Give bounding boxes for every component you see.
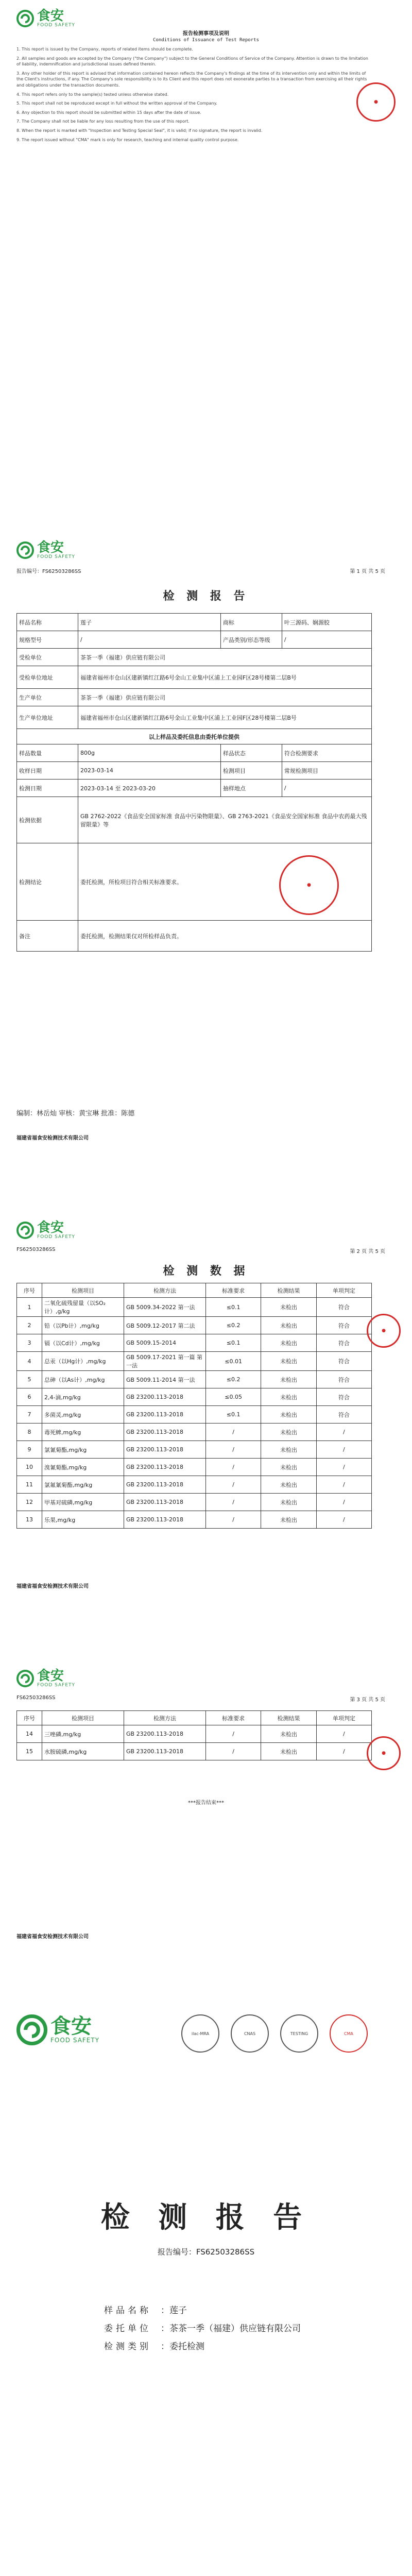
table-cell: 符合 <box>316 1406 371 1423</box>
brand-logo <box>16 1221 75 1240</box>
cover-field-label: 委托单位 <box>104 2324 151 2334</box>
table-cell: GB 23200.113-2018 <box>124 1494 206 1511</box>
food-safety-logo-icon <box>16 10 34 27</box>
table-cell: 未检出 <box>261 1423 316 1441</box>
term-paragraph: 6. Any objection to this report should be submitted within 15 days after the date of issue. <box>16 110 201 115</box>
field-value: 叶三源码、娴源胶 <box>282 614 371 631</box>
seal-stamp: ● <box>367 1736 401 1770</box>
field-label: 规格型号 <box>17 631 78 649</box>
table-cell: 14 <box>17 1725 42 1743</box>
field-label: 受检单位 <box>17 649 78 666</box>
col-header: 标准要求 <box>206 1283 261 1298</box>
brand-name-en: FOOD SAFETY <box>37 23 76 28</box>
cover-field-value: 茶茶一季（福建）供应链有限公司 <box>169 2324 301 2334</box>
field-label: 生产单位地址 <box>17 706 78 729</box>
field-value: 常规检测项目 <box>282 762 371 779</box>
table-cell: 未检出 <box>261 1441 316 1459</box>
table-row <box>17 1743 372 1760</box>
brand-name-cn: 食安 <box>37 540 64 555</box>
data-sheet-2 <box>11 1669 401 1958</box>
table-row <box>17 1298 372 1317</box>
page-info: 第 3 页 共 5 页 <box>350 1697 385 1703</box>
table-cell: ≤0.1 <box>206 1334 261 1352</box>
cnas-icon: CNAS <box>231 2014 269 2053</box>
field-value: 茶茶一季（福建）供应链有限公司 <box>78 649 372 666</box>
table-row <box>17 744 372 762</box>
col-header: 序号 <box>17 1283 42 1298</box>
terms-sheet <box>11 0 401 268</box>
table-cell: GB 23200.113-2018 <box>124 1511 206 1529</box>
table-cell: / <box>206 1511 261 1529</box>
table-cell: / <box>206 1725 261 1743</box>
table-cell: 未检出 <box>261 1494 316 1511</box>
table-cell: 7 <box>17 1406 42 1423</box>
table-cell: / <box>316 1511 371 1529</box>
brand-name-en: FOOD SAFETY <box>37 554 76 560</box>
table-cell: 铅（以Pb计）,mg/kg <box>42 1317 124 1334</box>
brand-name-cn: 食安 <box>37 1220 64 1235</box>
col-header: 检测方法 <box>124 1283 206 1298</box>
field-label: 受检单位地址 <box>17 666 78 689</box>
table-row <box>17 666 372 689</box>
ilac-mra-icon: ilac-MRA <box>181 2014 219 2053</box>
table-cell: GB 5009.34-2022 第一法 <box>124 1298 206 1317</box>
seal-stamp: ● <box>279 855 339 915</box>
term-paragraph: 3. Any other holder of this report is advised that information contained hereon reflects the Company's findings at the time of its intervention only and within the limits of the Client's instructions, if any. The Company's sole responsibility is to its Client and this report does not exonerate parties to a transaction from exercising all their rights and obligations under the transaction documents. <box>16 71 367 88</box>
table-cell: 未检出 <box>261 1371 316 1388</box>
field-label: 检测项目 <box>220 762 282 779</box>
table-cell: GB 23200.113-2018 <box>124 1476 206 1494</box>
cover-field-value: 委托检测 <box>169 2342 204 2352</box>
col-header: 序号 <box>17 1711 42 1725</box>
table-cell: 11 <box>17 1476 42 1494</box>
field-value: 2023-03-14 至 2023-03-20 <box>78 779 221 797</box>
table-cell: 9 <box>17 1441 42 1459</box>
field-label: 样品数量 <box>17 744 78 762</box>
table-row <box>17 1725 372 1743</box>
table-cell: 符合 <box>316 1298 371 1317</box>
table-header-row <box>17 1283 372 1298</box>
field-value: / <box>282 631 371 649</box>
table-cell: 甲基对硫磷,mg/kg <box>42 1494 124 1511</box>
seal-stamp: ● <box>367 1314 401 1348</box>
table-cell: 符合 <box>316 1371 371 1388</box>
field-value: 莲子 <box>78 614 221 631</box>
table-row <box>17 921 372 952</box>
table-cell: 总砷（以As计）,mg/kg <box>42 1371 124 1388</box>
table-cell: / <box>206 1459 261 1476</box>
cover-sheet <box>11 2009 401 2576</box>
page-info: 第 1 页 共 5 页 <box>350 569 385 574</box>
field-value: 符合检测要求 <box>282 744 371 762</box>
field-label: 检测依据 <box>17 797 78 843</box>
table-row <box>17 1494 372 1511</box>
table-cell: 溴氰菊酯,mg/kg <box>42 1459 124 1476</box>
report-no: FS62503286SS <box>16 1247 56 1252</box>
table-row <box>17 1317 372 1334</box>
table-cell: 符合 <box>316 1352 371 1371</box>
term-paragraph: 7. The Company shall not be liable for any loss resulting from the use of this report. <box>16 119 190 124</box>
field-label: 样品名称 <box>17 614 78 631</box>
table-row <box>17 631 372 649</box>
data-sheet-1 <box>11 1221 401 1613</box>
food-safety-logo-icon <box>16 1670 34 1687</box>
field-label: 备注 <box>17 921 78 952</box>
field-value: 800g <box>78 744 221 762</box>
table-cell: / <box>316 1441 371 1459</box>
table-row <box>17 797 372 843</box>
table-cell: GB 23200.113-2018 <box>124 1441 206 1459</box>
table-cell: ≤0.05 <box>206 1388 261 1406</box>
table-cell: 毒死蜱,mg/kg <box>42 1423 124 1441</box>
term-paragraph: 9. The report issued without "CMA" mark is only for research, teaching and internal quality control purpose. <box>16 137 239 142</box>
field-value: GB 2762-2022《食品安全国家标准 食品中污染物限量》、GB 2763-2021《食品安全国家标准 食品中农药最大残留限量》等 <box>78 797 372 843</box>
terms-list <box>16 46 372 146</box>
table-row <box>17 1423 372 1441</box>
table-cell: 2 <box>17 1317 42 1334</box>
table-cell: 总汞（以Hg计）,mg/kg <box>42 1352 124 1371</box>
table-cell: 氯氰菊酯,mg/kg <box>42 1441 124 1459</box>
table-cell: 未检出 <box>261 1298 316 1317</box>
table-cell: 符合 <box>316 1317 371 1334</box>
cover-field-sample: 样品名称 ：莲子 <box>104 2303 301 2316</box>
brand-name-cn: 食安 <box>50 2014 92 2038</box>
table-cell: 6 <box>17 1388 42 1406</box>
testing-icon: TESTING <box>280 2014 318 2053</box>
field-label: 检测日期 <box>17 779 78 797</box>
results-body <box>17 1725 372 1760</box>
sign-line: 编制：林岳灿 审核：黄宝琳 批准：陈德 <box>16 1110 135 1117</box>
cover-field-client: 委托单位 ：茶茶一季（福建）供应链有限公司 <box>104 2321 301 2334</box>
brand-name-cn: 食安 <box>37 1668 64 1684</box>
table-cell: 未检出 <box>261 1334 316 1352</box>
cover-field-value: 莲子 <box>169 2306 187 2316</box>
section-note: 以上样品及委托信息由委托单位提供 <box>17 729 372 744</box>
field-value: 委托检测，检测结果仅对所检样品负责。 <box>78 921 372 952</box>
results-table-continued <box>16 1710 372 1760</box>
cover-fields <box>104 2298 301 2357</box>
table-cell: 2,4-滴,mg/kg <box>42 1388 124 1406</box>
table-cell: 未检出 <box>261 1352 316 1371</box>
table-cell: 符合 <box>316 1334 371 1352</box>
col-header: 检测项目 <box>42 1283 124 1298</box>
table-row <box>17 729 372 744</box>
report-title: 检 测 报 告 <box>163 590 249 603</box>
table-cell: 10 <box>17 1459 42 1476</box>
report-no-label: 报告编号： <box>16 569 42 574</box>
table-cell: 未检出 <box>261 1743 316 1760</box>
table-cell: / <box>206 1476 261 1494</box>
col-header: 检测结果 <box>261 1283 316 1298</box>
term-paragraph: 1. This report is issued by the Company, reports of related items should be complete. <box>16 47 193 52</box>
table-cell: GB 23200.113-2018 <box>124 1406 206 1423</box>
table-cell: GB 5009.15-2014 <box>124 1334 206 1352</box>
table-cell: ≤0.2 <box>206 1317 261 1334</box>
table-cell: GB 5009.12-2017 第二法 <box>124 1317 206 1334</box>
field-value: 委托检测，所检项目符合相关标准要求。 <box>78 843 372 921</box>
table-header-row <box>17 1711 372 1725</box>
results-body <box>17 1298 372 1529</box>
table-cell: / <box>316 1423 371 1441</box>
issuer-name: 福建省福食安检测技术有限公司 <box>16 1136 89 1141</box>
table-row <box>17 1511 372 1529</box>
table-cell: 符合 <box>316 1388 371 1406</box>
table-cell: GB 23200.113-2018 <box>124 1459 206 1476</box>
col-header: 单项判定 <box>316 1711 371 1725</box>
page-info: 第 2 页 共 5 页 <box>350 1249 385 1255</box>
field-value: 福建省福州市仓山区建新镇红江路6号金山工业集中区浦上工业园F区28号楼第二层B号 <box>78 666 372 689</box>
terms-title-en: Conditions of Issuance of Test Reports <box>153 38 259 43</box>
report-end-note: ***报告结束*** <box>188 1800 224 1806</box>
footer-company: 福建省福食安检测技术有限公司 <box>16 1584 89 1589</box>
table-cell: 未检出 <box>261 1388 316 1406</box>
table-row <box>17 689 372 706</box>
brand-logo <box>16 541 75 560</box>
table-row <box>17 762 372 779</box>
table-cell: 1 <box>17 1298 42 1317</box>
table-cell: GB 23200.113-2018 <box>124 1388 206 1406</box>
table-row <box>17 1459 372 1476</box>
summary-sheet <box>11 536 401 1175</box>
col-header: 检测项目 <box>42 1711 124 1725</box>
terms-title-cn: 报告检测事项及说明 <box>183 31 229 37</box>
table-cell: / <box>316 1459 371 1476</box>
table-row <box>17 1476 372 1494</box>
food-safety-logo-icon <box>16 541 34 559</box>
table-cell: 未检出 <box>261 1406 316 1423</box>
brand-logo <box>16 1669 75 1688</box>
table-cell: GB 23200.113-2018 <box>124 1725 206 1743</box>
table-cell: ≤0.2 <box>206 1371 261 1388</box>
table-cell: 未检出 <box>261 1459 316 1476</box>
brand-logo <box>16 2014 99 2045</box>
table-cell: GB 23200.113-2018 <box>124 1423 206 1441</box>
field-label: 抽样地点 <box>220 779 282 797</box>
table-row <box>17 1334 372 1352</box>
table-cell: 三唑磷,mg/kg <box>42 1725 124 1743</box>
table-row <box>17 614 372 631</box>
table-cell: ≤0.01 <box>206 1352 261 1371</box>
brand-logo <box>16 9 75 28</box>
table-cell: GB 5009.17-2021 第一篇 第一法 <box>124 1352 206 1371</box>
table-cell: 未检出 <box>261 1317 316 1334</box>
table-cell: 水胺硫磷,mg/kg <box>42 1743 124 1760</box>
field-value: 茶茶一季（福建）供应链有限公司 <box>78 689 372 706</box>
data-title: 检 测 数 据 <box>163 1265 249 1278</box>
table-cell: ≤0.1 <box>206 1406 261 1423</box>
table-cell: 多菌灵,mg/kg <box>42 1406 124 1423</box>
report-no: FS62503286SS <box>16 1695 56 1701</box>
table-row <box>17 706 372 729</box>
col-header: 单项判定 <box>316 1283 371 1298</box>
brand-name-en: FOOD SAFETY <box>37 1234 76 1240</box>
table-row <box>17 1406 372 1423</box>
brand-name-cn: 食安 <box>37 8 64 24</box>
term-paragraph: 4. This report refers only to the sample(s) tested unless otherwise stated. <box>16 92 169 97</box>
table-cell: 乐果,mg/kg <box>42 1511 124 1529</box>
table-cell: 12 <box>17 1494 42 1511</box>
field-value: / <box>282 779 371 797</box>
brand-name-en: FOOD SAFETY <box>37 1683 76 1688</box>
col-header: 标准要求 <box>206 1711 261 1725</box>
table-cell: / <box>206 1423 261 1441</box>
table-cell: GB 23200.113-2018 <box>124 1743 206 1760</box>
table-cell: 3 <box>17 1334 42 1352</box>
cover-title: 检 测 报 告 <box>100 2201 312 2234</box>
table-cell: 氯氟氰菊酯,mg/kg <box>42 1476 124 1494</box>
field-label: 收样日期 <box>17 762 78 779</box>
table-row <box>17 1388 372 1406</box>
table-cell: ≤0.1 <box>206 1298 261 1317</box>
table-cell: / <box>316 1743 371 1760</box>
table-cell: 未检出 <box>261 1476 316 1494</box>
table-row <box>17 1441 372 1459</box>
table-cell: / <box>206 1441 261 1459</box>
table-cell: 未检出 <box>261 1511 316 1529</box>
footer-company: 福建省福食安检测技术有限公司 <box>16 1934 89 1940</box>
field-label: 商标 <box>220 614 282 631</box>
table-cell: 13 <box>17 1511 42 1529</box>
field-value: / <box>78 631 221 649</box>
table-cell: 二氧化硫残留量（以SO₂计）,g/kg <box>42 1298 124 1317</box>
brand-name-en: FOOD SAFETY <box>50 2037 100 2044</box>
cma-icon: CMA <box>330 2014 368 2053</box>
cover-field-label: 样品名称 <box>104 2306 151 2316</box>
field-label: 检测结论 <box>17 843 78 921</box>
table-row <box>17 1371 372 1388</box>
table-row <box>17 779 372 797</box>
field-label: 产品类别/形态等级 <box>220 631 282 649</box>
table-cell: / <box>316 1494 371 1511</box>
results-table <box>16 1283 372 1529</box>
table-cell: / <box>206 1494 261 1511</box>
col-header: 检测结果 <box>261 1711 316 1725</box>
table-cell: GB 5009.11-2014 第一法 <box>124 1371 206 1388</box>
food-safety-logo-icon <box>16 2014 47 2045</box>
field-value: 福建省福州市仓山区建新镇红江路6号金山工业集中区浦上工业园F区28号楼第二层B号 <box>78 706 372 729</box>
table-cell: 15 <box>17 1743 42 1760</box>
table-cell: 4 <box>17 1352 42 1371</box>
accreditation-badges <box>181 2014 368 2053</box>
col-header: 检测方法 <box>124 1711 206 1725</box>
seal-stamp: ● <box>356 82 396 122</box>
term-paragraph: 8. When the report is marked with "Inspection and Testing Special Seal", it is valid; if no signature, the report is invalid. <box>16 128 263 133</box>
cover-field-category: 检测类别 ：委托检测 <box>104 2339 301 2352</box>
food-safety-logo-icon <box>16 1222 34 1239</box>
table-cell: 镉（以Cd计）,mg/kg <box>42 1334 124 1352</box>
field-value: 2023-03-14 <box>78 762 221 779</box>
table-cell: / <box>316 1725 371 1743</box>
cover-field-label: 检测类别 <box>104 2342 151 2352</box>
term-paragraph: 2. All samples and goods are accepted by the Company ("the Company") subject to the General Conditions of Service of the Company. Attention is drawn to the limitation of liability, indemnification and jurisdictional issues defined therein. <box>16 56 368 67</box>
table-row <box>17 649 372 666</box>
table-row <box>17 1352 372 1371</box>
table-cell: 未检出 <box>261 1725 316 1743</box>
cover-report-no: 报告编号：FS62503286SS <box>157 2247 255 2257</box>
term-paragraph: 5. This report shall not be reproduced except in full without the written approval of the Company. <box>16 101 217 106</box>
field-label: 样品状态 <box>220 744 282 762</box>
report-no: FS62503286SS <box>42 569 81 574</box>
table-cell: / <box>316 1476 371 1494</box>
field-label: 生产单位 <box>17 689 78 706</box>
table-cell: 8 <box>17 1423 42 1441</box>
table-cell: / <box>206 1743 261 1760</box>
table-cell: 5 <box>17 1371 42 1388</box>
